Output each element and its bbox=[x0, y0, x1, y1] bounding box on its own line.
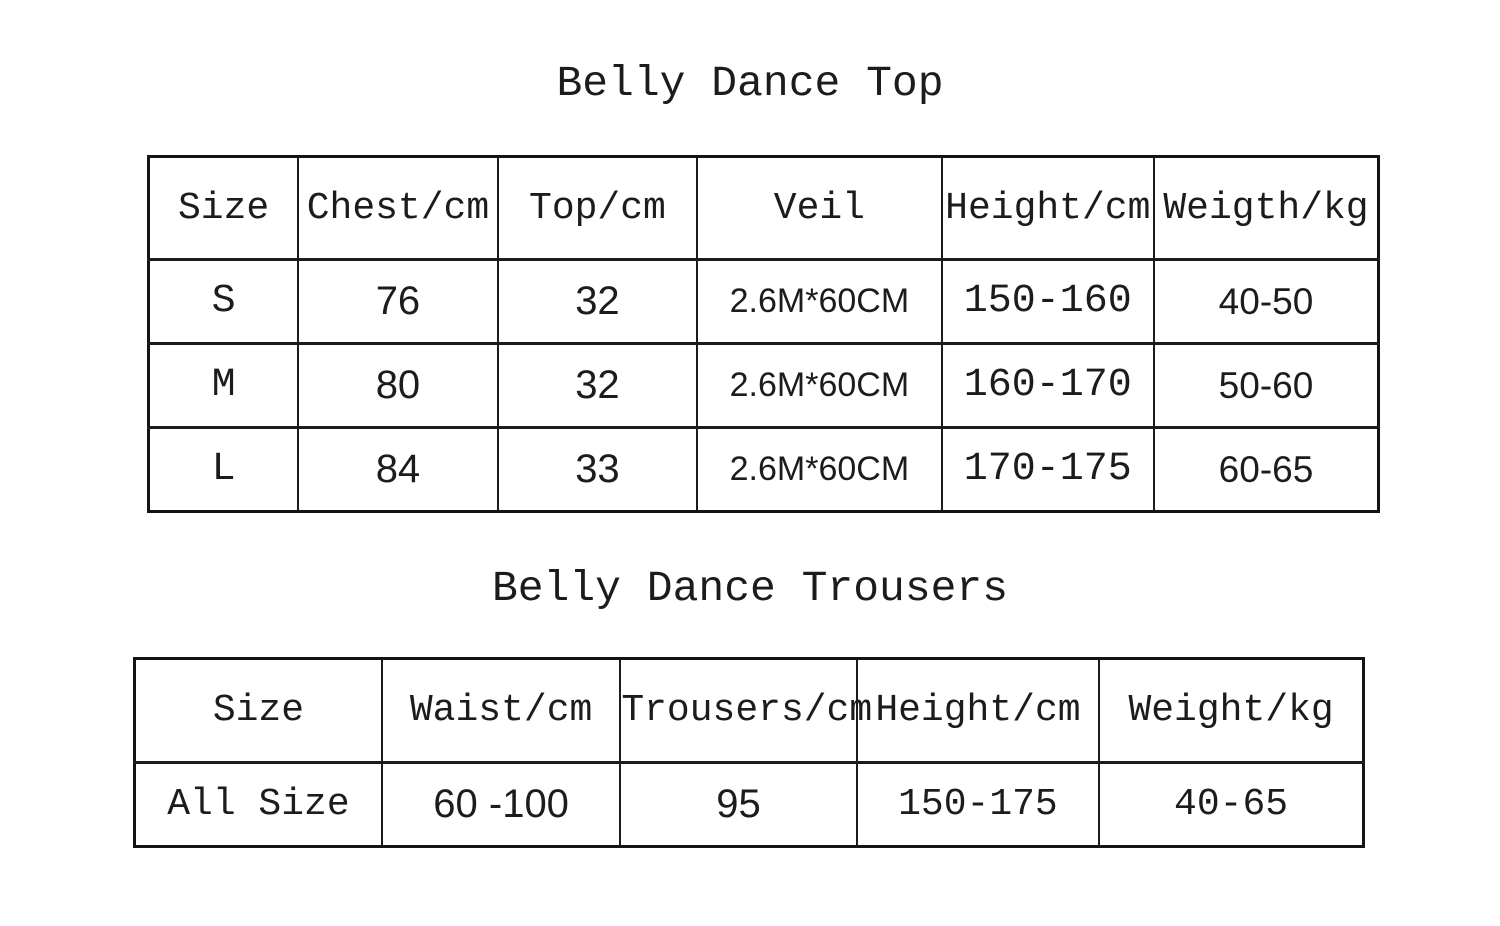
top-header-chest: Chest/cm bbox=[298, 157, 498, 260]
top-header-size: Size bbox=[149, 157, 299, 260]
top-table-header-row bbox=[149, 157, 1379, 260]
cell-size: S bbox=[149, 260, 299, 344]
cell-size: L bbox=[149, 428, 299, 512]
trousers-header-weight: Weight/kg bbox=[1099, 659, 1363, 763]
cell-top: 33 bbox=[498, 428, 698, 512]
cell-chest: 76 bbox=[298, 260, 498, 344]
cell-veil: 2.6M*60CM bbox=[697, 260, 941, 344]
cell-veil: 2.6M*60CM bbox=[697, 428, 941, 512]
trousers-header-size: Size bbox=[135, 659, 382, 763]
cell-height: 170-175 bbox=[942, 428, 1154, 512]
cell-top: 32 bbox=[498, 344, 698, 428]
cell-chest: 84 bbox=[298, 428, 498, 512]
top-table-row-l bbox=[149, 428, 1379, 512]
top-header-height: Height/cm bbox=[942, 157, 1154, 260]
cell-height: 150-160 bbox=[942, 260, 1154, 344]
trousers-header-waist: Waist/cm bbox=[382, 659, 620, 763]
trousers-table-row-allsize bbox=[135, 763, 1364, 847]
cell-waist: 60 -100 bbox=[382, 763, 620, 847]
top-header-veil: Veil bbox=[697, 157, 941, 260]
cell-trousers: 95 bbox=[620, 763, 856, 847]
cell-weight: 50-60 bbox=[1154, 344, 1379, 428]
cell-weight: 40-50 bbox=[1154, 260, 1379, 344]
trousers-table-header-row bbox=[135, 659, 1364, 763]
cell-size: M bbox=[149, 344, 299, 428]
cell-veil: 2.6M*60CM bbox=[697, 344, 941, 428]
trousers-size-table bbox=[133, 657, 1365, 848]
top-table-row-s bbox=[149, 260, 1379, 344]
cell-height: 150-175 bbox=[857, 763, 1099, 847]
trousers-header-height: Height/cm bbox=[857, 659, 1099, 763]
trousers-header-trousers: Trousers/cm bbox=[620, 659, 856, 763]
top-table-row-m bbox=[149, 344, 1379, 428]
cell-weight: 40-65 bbox=[1099, 763, 1363, 847]
top-header-weight: Weigth/kg bbox=[1154, 157, 1379, 260]
cell-size: All Size bbox=[135, 763, 382, 847]
trousers-table-title: Belly Dance Trousers bbox=[491, 564, 1009, 613]
cell-weight: 60-65 bbox=[1154, 428, 1379, 512]
top-header-top: Top/cm bbox=[498, 157, 698, 260]
cell-top: 32 bbox=[498, 260, 698, 344]
cell-height: 160-170 bbox=[942, 344, 1154, 428]
top-size-table bbox=[147, 155, 1380, 513]
top-table-title: Belly Dance Top bbox=[556, 59, 944, 108]
cell-chest: 80 bbox=[298, 344, 498, 428]
